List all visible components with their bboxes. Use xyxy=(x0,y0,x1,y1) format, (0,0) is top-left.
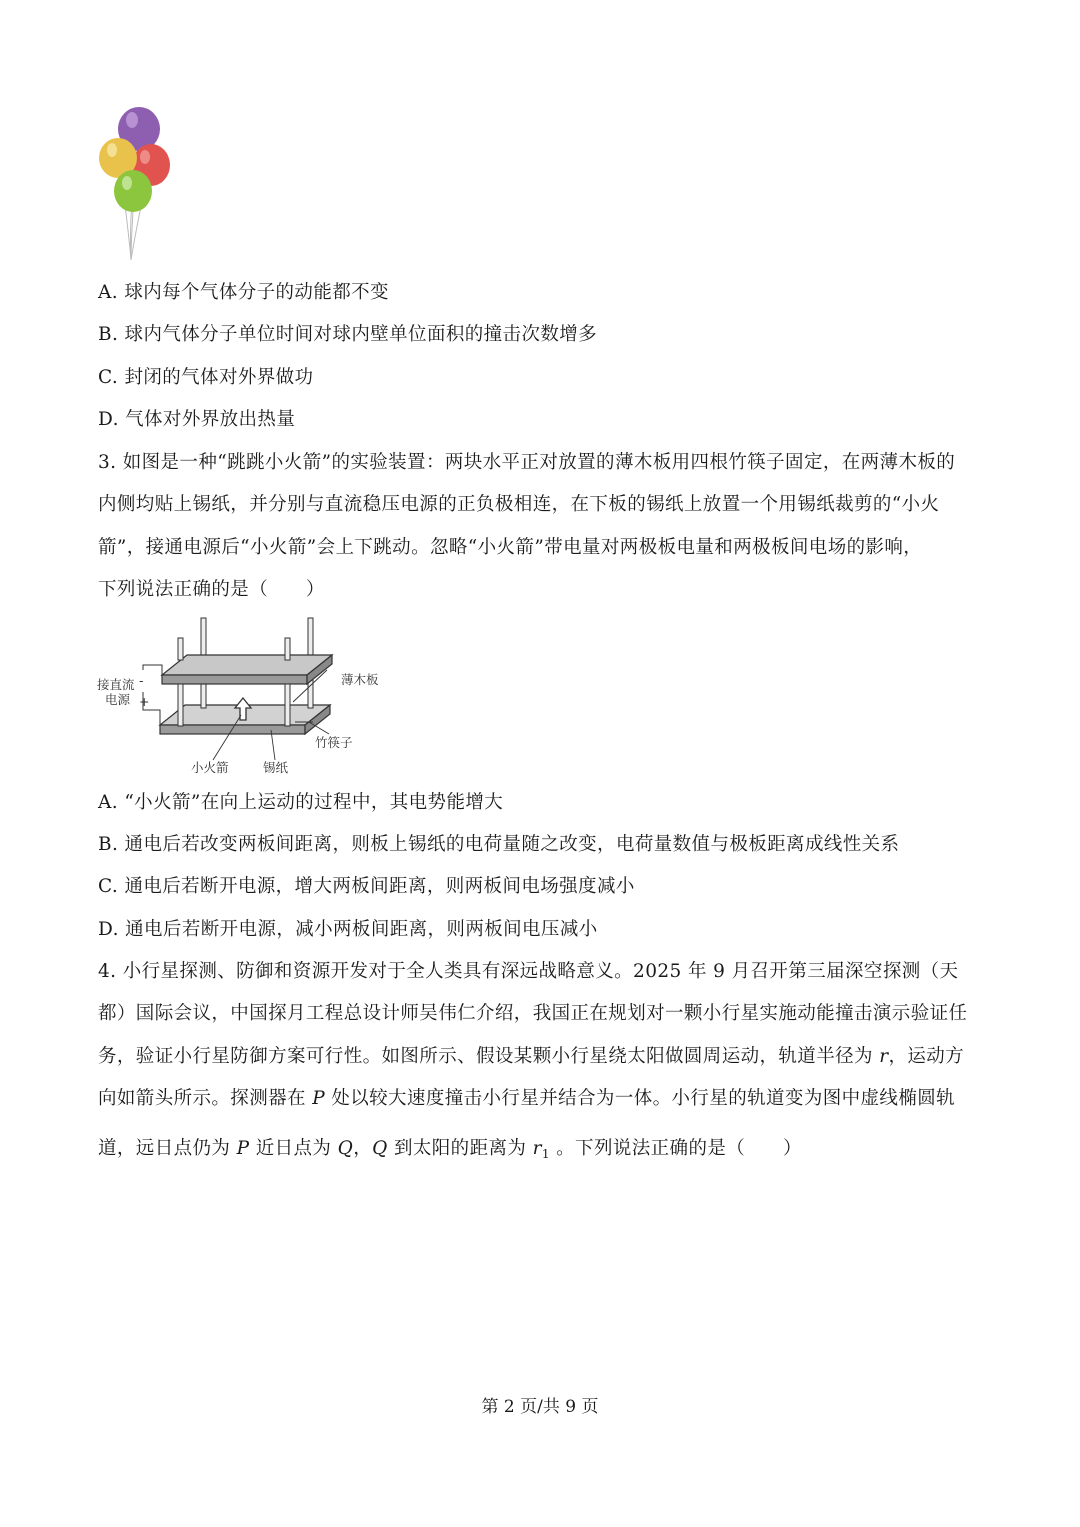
q2-option-d: D. 气体对外界放出热量 xyxy=(98,409,296,430)
label-power-2: 电源 xyxy=(105,692,131,707)
q4-stem-line-3: 务，验证小行星防御方案可行性。如图所示、假设某颗小行星绕太阳做圆周运动，轨道半径为 r，运动方 xyxy=(98,1046,965,1067)
label-power: 接直流 xyxy=(97,677,135,692)
q4-stem-line-1: 4. 小行星探测、防御和资源开发对于全人类具有深远战略意义。2025 年 9 月召开第三届深空探测（天 xyxy=(98,961,959,982)
q3-stem-line-4: 下列说法正确的是（ ） xyxy=(98,579,325,600)
q4-stem-line-2: 都）国际会议，中国探月工程总设计师吴伟仁介绍，我国正在规划对一颗小行星实施动能撞击演示验证任 xyxy=(98,1003,968,1024)
q2-option-a: A. 球内每个气体分子的动能都不变 xyxy=(98,282,389,303)
label-chopstick: 竹筷子 xyxy=(315,735,353,750)
q3-stem-line-1: 3. 如图是一种“跳跳小火箭”的实验装置：两块水平正对放置的薄木板用四根竹筷子固定，在两薄木板的 xyxy=(98,452,956,473)
q4-stem-line-5: 道，远日点仍为 P 近日点为 Q，Q 到太阳的距离为 $r_1$ 。下列说法正确的是（ ） xyxy=(98,1138,802,1161)
q3-stem-line-2: 内侧均贴上锡纸，并分别与直流稳压电源的正负极相连，在下板的锡纸上放置一个用锡纸裁剪的“小火 xyxy=(98,494,940,515)
q3-stem-line-3: 箭”，接通电源后“小火箭”会上下跳动。忽略“小火箭”带电量对两极板电量和两极板间电场的影响， xyxy=(98,537,923,558)
balloon-green xyxy=(114,170,152,212)
q3-option-c: C. 通电后若断开电源，增大两板间距离，则两板间电场强度减小 xyxy=(98,876,635,897)
q3-option-d: D. 通电后若断开电源，减小两板间距离，则两板间电压减小 xyxy=(98,919,598,940)
page-footer: 第 2 页/共 9 页 xyxy=(481,1397,599,1417)
q4-stem-line-4: 向如箭头所示。探测器在 P 处以较大速度撞击小行星并结合为一体。小行星的轨道变为图中虚线椭圆轨 xyxy=(98,1088,956,1109)
q2-option-c: C. 封闭的气体对外界做功 xyxy=(98,367,314,388)
label-plus: + xyxy=(139,694,150,709)
label-foil: 锡纸 xyxy=(263,760,289,775)
q2-option-b: B. 球内气体分子单位时间对球内壁单位面积的撞击次数增多 xyxy=(98,324,598,345)
q3-option-b: B. 通电后若改变两板间距离，则板上锡纸的电荷量随之改变，电荷量数值与极板距离成线性关系 xyxy=(98,834,900,855)
jumping-rocket-figure xyxy=(95,610,395,780)
label-rocket: 小火箭 xyxy=(191,760,229,775)
balloons-image xyxy=(95,105,180,265)
label-minus: - xyxy=(139,673,144,688)
label-board: 薄木板 xyxy=(341,672,379,687)
q3-option-a: A. “小火箭”在向上运动的过程中，其电势能增大 xyxy=(98,792,504,813)
